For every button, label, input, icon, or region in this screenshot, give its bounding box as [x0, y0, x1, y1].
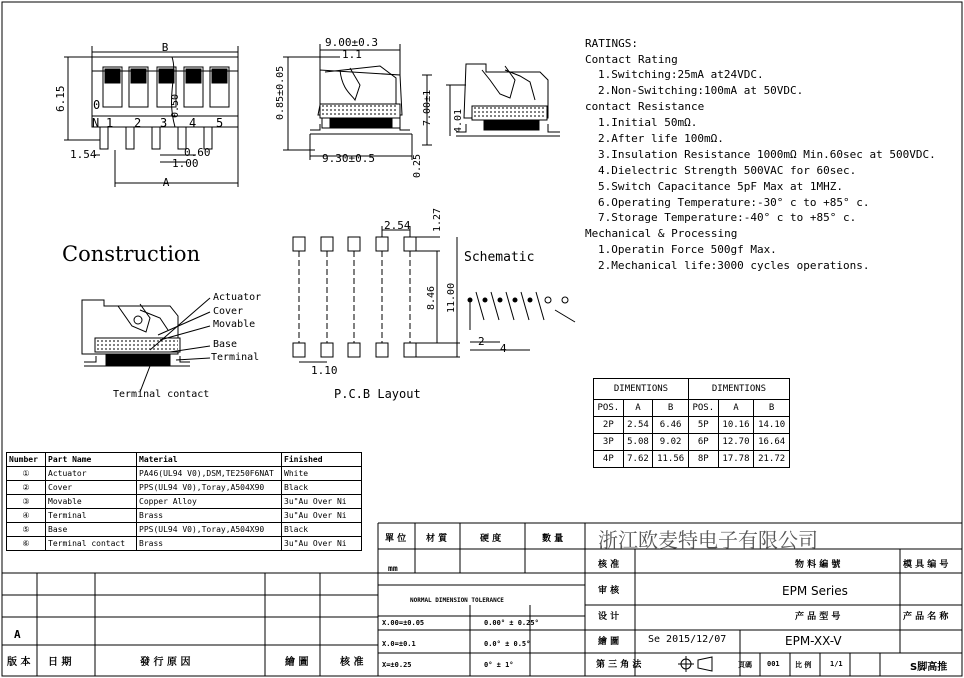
table-row: ③ Movable Copper Alloy 3u"Au Over Ni	[7, 495, 362, 509]
dim-4-01: 4.01	[453, 108, 464, 133]
table-row: ⑤ Base PPS(UL94 V0),Toray,A504X90 Black	[7, 523, 362, 537]
footer-issue-reason: 發 行 原 因	[140, 657, 191, 668]
table-row: 2P 2.54 6.46 5P 10.16 14.10	[594, 417, 790, 434]
switch-num-2: 2	[134, 116, 142, 130]
company-name: 浙江欧麦特电子有限公司	[598, 528, 818, 552]
pcb-layout-title: P.C.B Layout	[334, 387, 421, 401]
table-row: ① Actuator PA46(UL94 V0),DSM,TE250F6NAT White	[7, 467, 362, 481]
footer-approved: 核 准	[340, 657, 364, 668]
ratings-line: Mechanical & Processing	[585, 227, 738, 240]
tb-product-name: S脚高推	[910, 662, 948, 673]
switch-num-1: 1	[106, 116, 114, 130]
tolerance-angular: 0° ± 1°	[484, 661, 514, 669]
switch-num-5: 5	[216, 116, 224, 130]
ratings-line: 6.Operating Temperature:-30° c to +85° c.	[598, 196, 870, 209]
dim-9-00: 9.00±0.3	[325, 36, 378, 49]
dim-group-header: DIMENTIONS	[688, 379, 789, 400]
tb-unit: 單 位	[385, 534, 407, 544]
dim-7-00: 7.00±1	[422, 89, 433, 126]
tolerance-title: NORMAL DIMENSION TOLERANCE	[410, 597, 504, 604]
construction-drawing	[82, 298, 210, 392]
ratings-line: 2.After life 100mΩ.	[598, 132, 724, 145]
ratings-line: 1.Operatin Force 500gf Max.	[598, 243, 777, 256]
dim-col-header: A	[623, 400, 653, 417]
tb-series: EPM Series	[782, 584, 848, 598]
dim-col-header: A	[718, 400, 754, 417]
tb-qty: 數 量	[542, 534, 564, 544]
ratings-line: 1.Switching:25mA at24VDC.	[598, 68, 764, 81]
dim-9-30: 9.30±0.5	[322, 152, 375, 165]
dim-6-15-side: 0.85±0.05	[275, 65, 286, 120]
pcb-dim-2-54: 2.54	[384, 219, 411, 232]
tb-scale-label: 比 例	[795, 661, 812, 669]
ratings-line: contact Resistance	[585, 100, 705, 113]
switch-num-3: 3	[160, 116, 168, 130]
parts-col-header: Material	[137, 453, 282, 467]
pcb-dim-8-46: 8.46	[426, 285, 437, 310]
dim-1-54: 1.54	[70, 148, 97, 161]
dim-6-15: 6.15	[54, 85, 67, 112]
callout-cover: Cover	[213, 306, 244, 317]
tb-model: EPM-XX-V	[785, 634, 842, 648]
callout-terminal: Terminal	[211, 352, 260, 363]
schematic-title: Schematic	[464, 250, 535, 265]
parts-col-header: Finished	[282, 453, 362, 467]
callout-actuator: Actuator	[213, 292, 262, 303]
tb-material: 材 質	[426, 534, 448, 544]
parts-col-header: Number	[7, 453, 46, 467]
parts-table	[6, 452, 362, 551]
callout-terminal-contact: Terminal contact	[113, 389, 210, 400]
footer-date: 日 期	[48, 657, 72, 668]
parts-col-header: Part Name	[46, 453, 137, 467]
ratings-line: 5.Switch Capacitance 5pF Max at 1MHZ.	[598, 180, 844, 193]
pcb-dim-1-27: 1.27	[432, 207, 443, 232]
dim-col-header: B	[754, 400, 790, 417]
schematic-dim-2: 2	[478, 335, 485, 348]
dim-col-header: POS.	[688, 400, 718, 417]
tb-projection: 第 三 角 法	[596, 660, 642, 670]
dim-1-1: 1.1	[342, 48, 362, 61]
top-view	[64, 46, 238, 187]
tb-hardness: 硬 度	[480, 534, 502, 544]
dim-0-60: 0.60	[184, 146, 211, 159]
tb-scale-value: 1/1	[830, 660, 843, 668]
construction-title: Construction	[62, 242, 201, 266]
third-angle-projection-icon	[678, 656, 712, 672]
ratings-line: 2.Non-Switching:100mA at 50VDC.	[598, 84, 804, 97]
pcb-dim-11-00: 11.00	[446, 282, 457, 313]
table-row: ⑥ Terminal contact Brass 3u"Au Over Ni	[7, 537, 362, 551]
revision-letter: A	[14, 628, 21, 641]
tb-check: 核 准	[598, 560, 620, 570]
dim-A: A	[162, 176, 170, 189]
tb-product-name-label: 产 品 名 称	[903, 612, 949, 622]
footer-version: 版 本	[7, 657, 31, 668]
dimensions-table	[593, 378, 790, 468]
ratings-heading: RATINGS:	[585, 37, 638, 50]
tolerance-linear: X.0=±0.1	[382, 640, 416, 648]
switch-num-4: 4	[189, 116, 197, 130]
tb-tooling-label: 模 具 编 号	[903, 560, 949, 570]
tb-product-label: 产 品 型 号	[795, 612, 841, 622]
ratings-line: 7.Storage Temperature:-40° c to +85° c.	[598, 211, 857, 224]
table-row: 4P 7.62 11.56 8P 17.78 21.72	[594, 451, 790, 468]
dim-0-25: 0.25	[412, 153, 423, 178]
ratings-line: 1.Initial 50mΩ.	[598, 116, 698, 129]
ratings-line: 3.Insulation Resistance 1000mΩ Min.60sec at 500VDC.	[598, 148, 936, 161]
ratings-line: 4.Dielectric Strength 500VAC for 60sec.	[598, 164, 857, 177]
dim-col-header: POS.	[594, 400, 624, 417]
tolerance-angular: 0.0° ± 0.5°	[484, 640, 531, 648]
tolerance-angular: 0.00° ± 0.25°	[484, 619, 539, 627]
ratings-line: 2.Mechanical life:3000 cycles operations.	[598, 259, 870, 272]
callout-base: Base	[213, 339, 238, 350]
dim-B: B	[161, 41, 169, 54]
tolerance-linear: X=±0.25	[382, 661, 412, 669]
tb-part-no-label: 物 料 編 號	[795, 560, 841, 570]
switch-off-label: 0	[93, 98, 101, 112]
pcb-dim-1-10: 1.10	[311, 364, 338, 377]
tb-draw: 繪 圖	[598, 637, 620, 647]
tb-page-value: 001	[767, 660, 780, 668]
tb-draw-value: Se 2015/12/07	[648, 634, 727, 645]
footer-drawn: 繪 圖	[285, 657, 309, 668]
tb-unit-value: mm	[388, 564, 398, 573]
callout-movable: Movable	[213, 319, 256, 330]
tb-page-label: 頁碼	[738, 661, 752, 669]
tb-design: 设 计	[598, 612, 620, 622]
table-row: ② Cover PPS(UL94 V0),Toray,A504X90 Black	[7, 481, 362, 495]
ratings-line: Contact Rating	[585, 53, 678, 66]
side-view	[283, 44, 432, 160]
dim-1-00: 1.00	[172, 157, 199, 170]
schematic-dim-4: 4	[500, 342, 507, 355]
dim-col-header: B	[653, 400, 689, 417]
table-row: ④ Terminal Brass 3u"Au Over Ni	[7, 509, 362, 523]
dim-0-50: 0.50	[170, 93, 181, 118]
table-row: 3P 5.08 9.02 6P 12.70 16.64	[594, 434, 790, 451]
dim-group-header: DIMENTIONS	[594, 379, 689, 400]
tolerance-linear: X.00=±0.05	[382, 619, 425, 627]
switch-on-label: N	[92, 116, 100, 130]
tb-review: 审 核	[598, 586, 620, 596]
